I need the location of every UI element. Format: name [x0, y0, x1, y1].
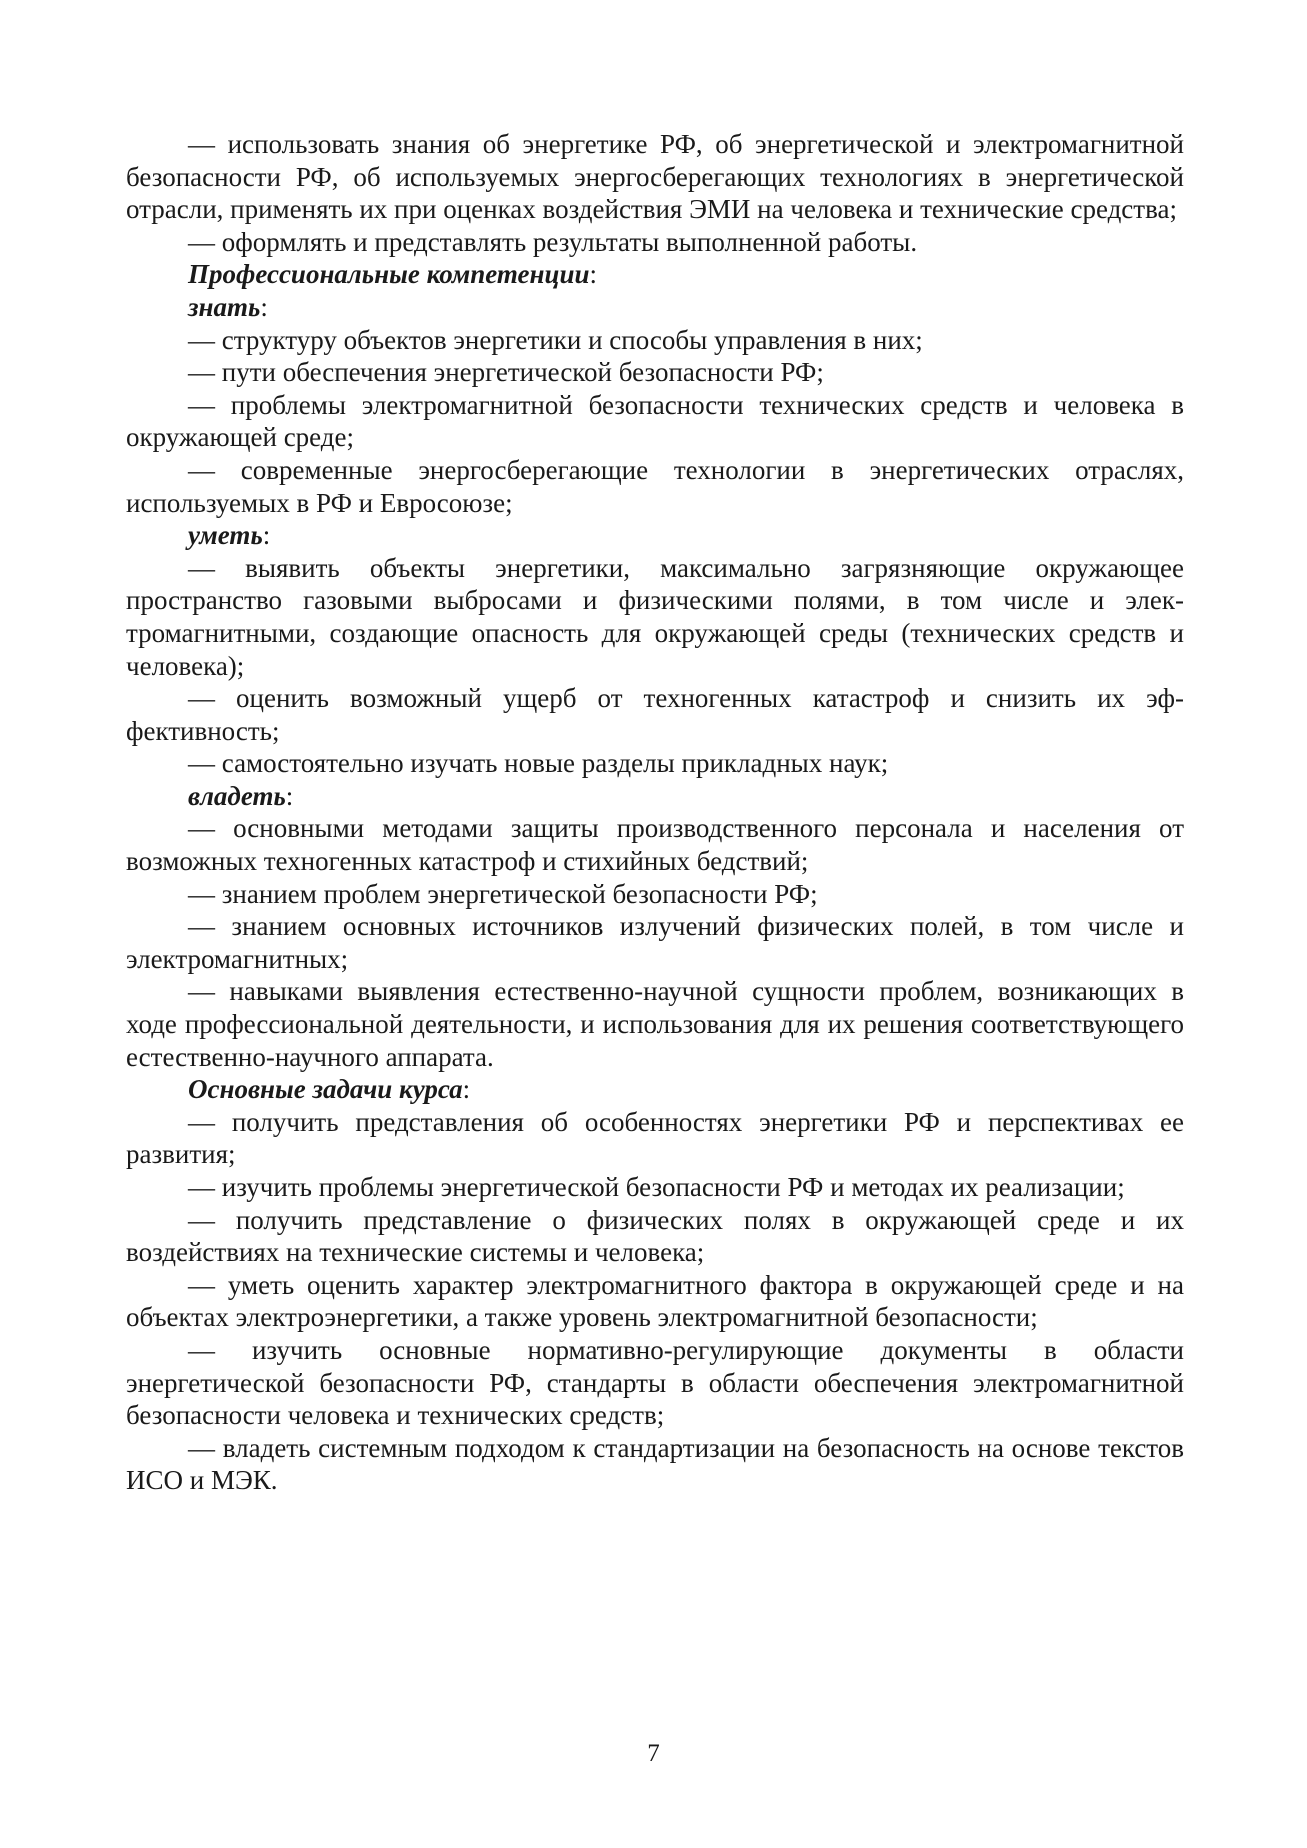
- heading-label: Основные задачи курса: [188, 1074, 463, 1105]
- heading-label: знать: [188, 291, 261, 322]
- list-item: — получить представления об особенностях энергетики РФ и перспективах ее развития;: [126, 1106, 1184, 1170]
- list-item: — выявить объекты энергетики, максимально загрязняющие окружающее пространство газовыми выбросами и физическими полями, в том числе и электромагнитными, создающие опасность для окружающей среды (технических средств и человека);: [126, 552, 1184, 681]
- list-item: — оценить возможный ущерб от техногенных катастроф и снизить их эффективность;: [126, 683, 1184, 746]
- list-item: — самостоятельно изучать новые разделы прикладных наук;: [188, 748, 889, 779]
- list-item: — владеть системным подходом к стандартизации на безопасность на основе текстов ИСО и МЭК.: [126, 1432, 1184, 1496]
- heading-label: уметь: [188, 520, 263, 551]
- list-item: — уметь оценить характер электромагнитного фактора в окружающей среде и на объектах электроэнергетики, а также уровень электромагнитной безопасности;: [126, 1269, 1184, 1333]
- heading-label: владеть: [188, 780, 286, 811]
- list-item: — получить представление о физических полях в окружающей среде и их воздействиях на технические системы и человека;: [126, 1204, 1184, 1268]
- list-item: — современные энергосберегающие технологии в энергетических отраслях, используемых в РФ и Евросоюзе;: [126, 454, 1184, 518]
- list-item: — изучить проблемы энергетической безопасности РФ и методах их реализации;: [188, 1172, 1125, 1202]
- list-item: — проблемы электромагнитной безопасности технических средств и человека в окружающей среде;: [126, 389, 1184, 453]
- heading-colon: :: [589, 259, 598, 290]
- list-item: — навыками выявления естественно-научной сущности проблем, возникающих в ходе профессиональной деятельности, и использования для их решения соответствующего естественно-научного аппарата.: [126, 976, 1184, 1072]
- paragraph-present-results: — оформлять и представлять результаты выполненной работы.: [188, 226, 918, 257]
- list-item: — изучить основные нормативно-регулирующие документы в области энергетической безопасности РФ, стандарты в области обеспечения электромагнитной безопасности человека и технических средств;: [126, 1334, 1184, 1431]
- list-item: — основными методами защиты производственного персонала и населения от возможных техногенных катастроф и стихийных бедствий;: [126, 813, 1184, 877]
- heading-possess: [126, 780, 1184, 813]
- heading-course-tasks: [126, 1073, 1184, 1106]
- page-body: [126, 128, 1184, 1497]
- page-number: 7: [647, 1740, 660, 1767]
- heading-colon: :: [260, 291, 268, 322]
- paragraph-use-knowledge: — использовать знания об энергетике РФ, об энергетической и электромагнитной безопасности РФ, об используемых энергосберегающих технологиях в энергетической отрасли, применять их при оценках воздействия ЭМИ на человека и технические средства;: [126, 129, 1184, 225]
- heading-colon: :: [262, 520, 271, 551]
- list-item: — знанием основных источников излучений физических полей, в том числе и электромагнитных;: [126, 911, 1184, 974]
- list-item: — пути обеспечения энергетической безопасности РФ;: [188, 357, 824, 388]
- heading-can: [126, 519, 1184, 552]
- heading-label: Профессиональные компетенции: [188, 259, 590, 290]
- list-item: — знанием проблем энергетической безопасности РФ;: [188, 878, 818, 909]
- heading-know: [126, 291, 1184, 324]
- heading-colon: :: [285, 780, 294, 811]
- heading-professional-competencies: [126, 258, 1184, 291]
- list-item: — структуру объектов энергетики и способы управления в них;: [188, 324, 923, 355]
- heading-colon: :: [462, 1074, 471, 1105]
